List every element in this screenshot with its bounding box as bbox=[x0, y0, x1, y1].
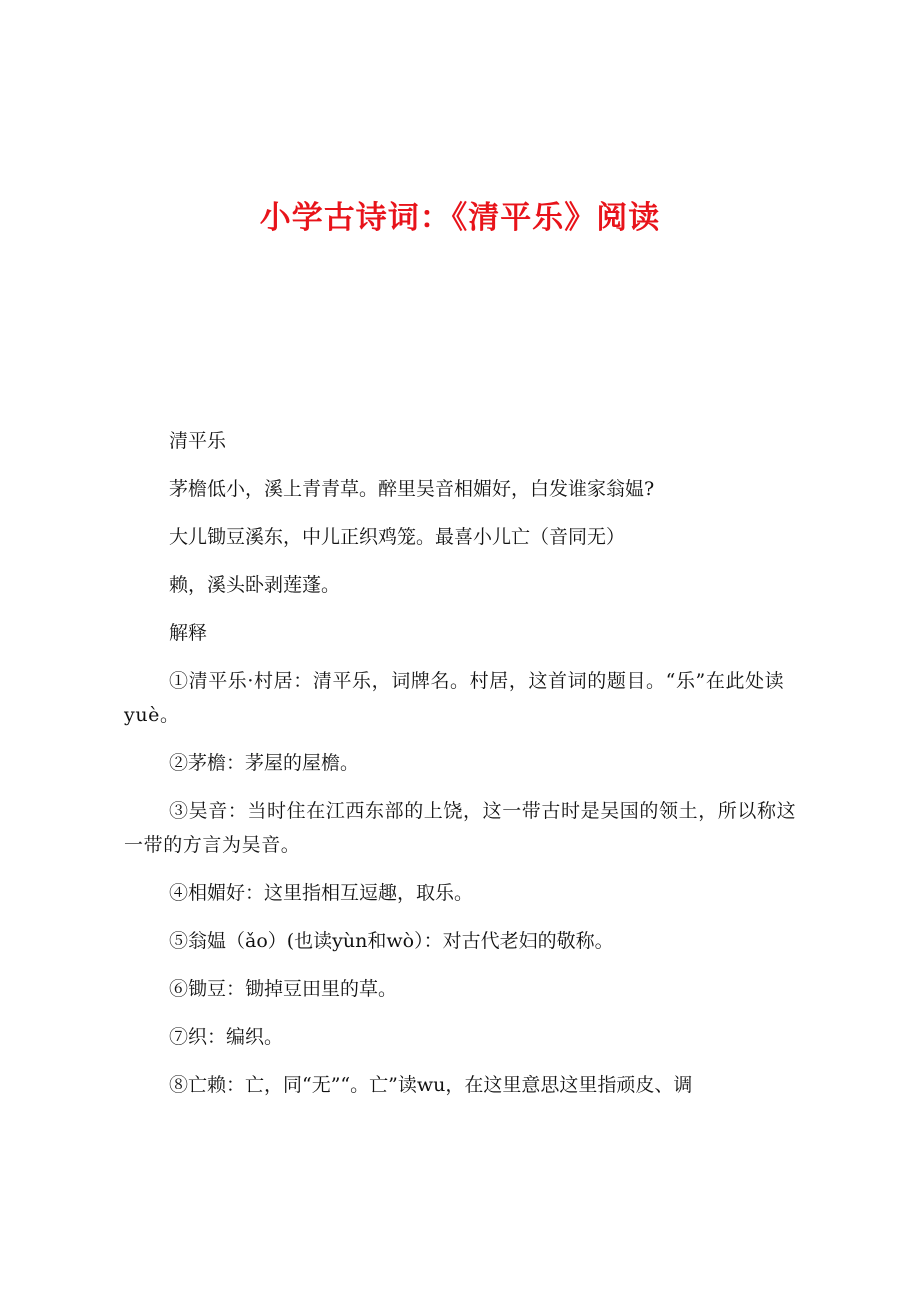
note-item: ⑦织：编织。 bbox=[169, 1026, 284, 1048]
poem-line: 赖，溪头卧剥莲蓬。 bbox=[169, 574, 341, 596]
document-body bbox=[124, 424, 806, 1116]
poem-line: 茅檐低小，溪上青青草。醉里吴音相媚好，白发谁家翁媪? bbox=[169, 478, 655, 500]
note-item: ④相媚好：这里指相互逗趣，取乐。 bbox=[169, 882, 474, 904]
note-item: ③吴音：当时住在江西东部的上饶，这一带古时是吴国的领土，所以称这一带的方言为吴音。 bbox=[124, 800, 797, 856]
note-item: ②茅檐：茅屋的屋檐。 bbox=[169, 752, 360, 774]
note-item: ⑤翁媪（ǎo）(也读yùn和wò）：对古代老妇的敬称。 bbox=[169, 930, 614, 952]
poem-line: 大儿锄豆溪东，中儿正织鸡笼。最喜小儿亡（音同无） bbox=[169, 526, 626, 548]
note-item: ⑥锄豆：锄掉豆田里的草。 bbox=[169, 978, 398, 1000]
section-heading-explanation: 解释 bbox=[169, 622, 208, 644]
poem-title: 清平乐 bbox=[169, 430, 227, 452]
document-title: 小学古诗词：《清平乐》阅读 bbox=[259, 200, 661, 236]
note-item: ①清平乐·村居：清平乐，词牌名。村居，这首词的题目。“乐”在此处读yuè。 bbox=[124, 670, 785, 726]
note-item: ⑧亡赖：亡，同“无”“。亡”读wu，在这里意思这里指顽皮、调 bbox=[169, 1074, 693, 1096]
